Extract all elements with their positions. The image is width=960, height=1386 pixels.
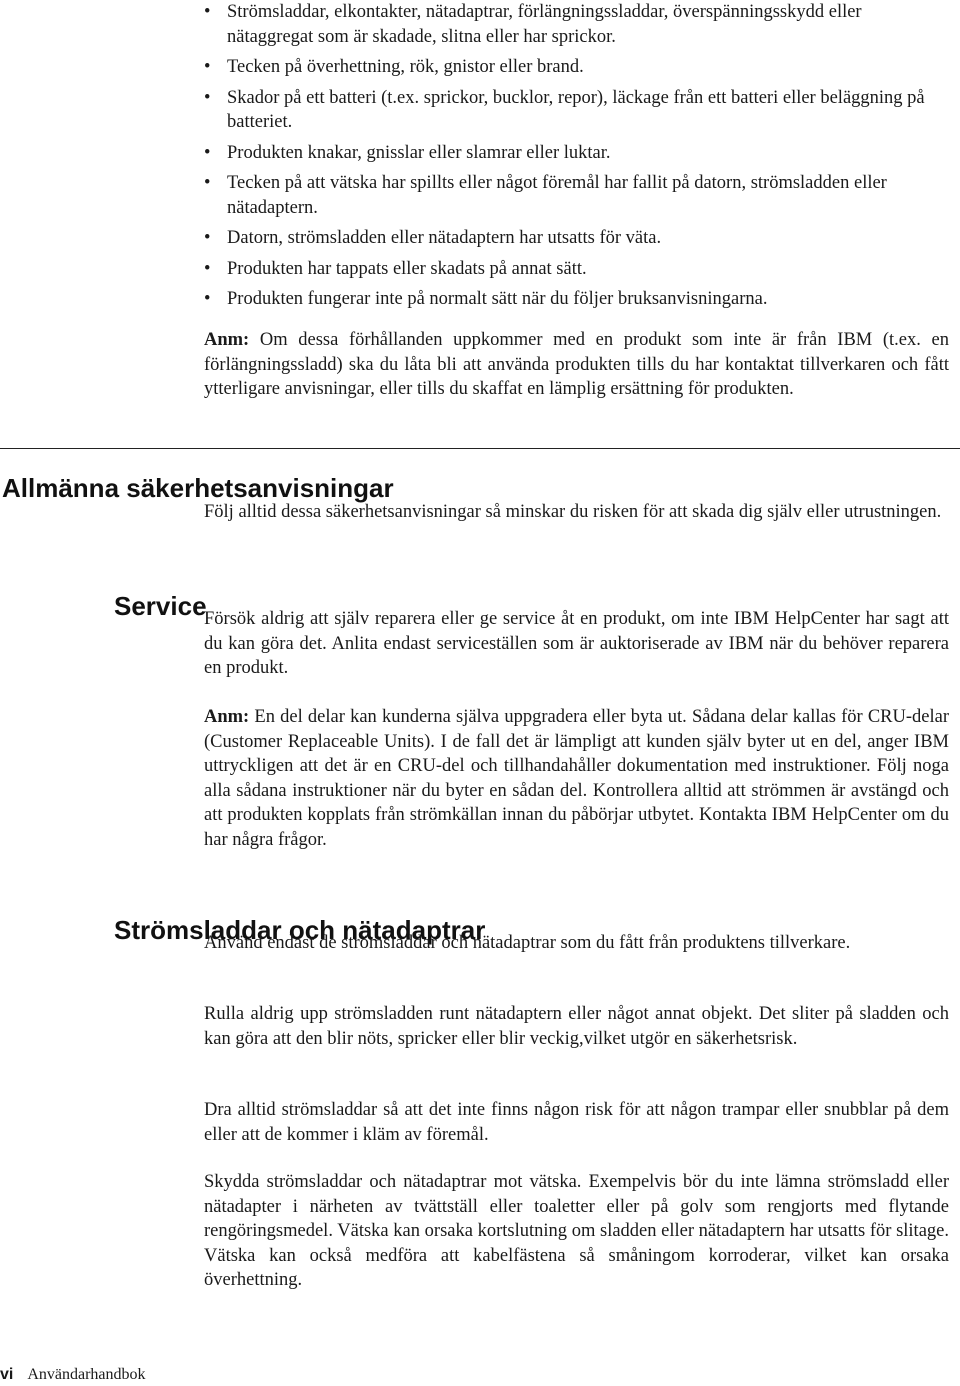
note-text: En del delar kan kunderna själva uppgradera eller byta ut. Sådana delar kallas för CRU-delar (Customer Replaceable Units). I de fall det är lämpligt att kunden själv byter ut en del, anger IBM uttryckligen att det är en CRU-del och tillhandahåller dokumentation med instruktioner. Följ noga alla sådana instruktioner när du byter en sådan del. Kontrollera alltid att strömmen är avstängd och att produkten kopplats från strömkällan innan du påbörjar utbytet. Kontakta IBM HelpCenter om du har några frågor. [204, 707, 949, 850]
list-item: • Datorn, strömsladden eller nätadaptern har utsatts för väta. [204, 226, 949, 251]
section-heading-service: Service [114, 590, 207, 621]
list-item: • Skador på ett batteri (t.ex. sprickor, bucklor, repor), läckage från ett batteri eller beläggning på batteriet. [204, 87, 925, 132]
general-safety-intro: Följ alltid dessa säkerhetsanvisningar så minskar du risken för att skada dig själv eller utrustningen. [204, 502, 942, 522]
list-item: • Produkten knakar, gnisslar eller slamrar eller luktar. [204, 141, 949, 166]
bullet-icon: • [204, 289, 211, 309]
note-label: Anm: [204, 707, 250, 727]
list-item: • Produkten fungerar inte på normalt sätt när du följer bruksanvisningarna. [204, 287, 949, 312]
power-paragraph-3: Dra alltid strömsladdar så att det inte finns någon risk för att någon trampar eller snubblar på dem eller att de kommer i kläm av föremål. [204, 1100, 949, 1145]
section-heading-power-cords: Strömsladdar och nätadaptrar [114, 914, 486, 945]
note-paragraph [204, 328, 949, 402]
book-title: Användarhandbok [27, 1366, 146, 1383]
power-paragraph-4: Skydda strömsladdar och nätadaptrar mot vätska. Exempelvis bör du inte lämna strömsladd eller nätadapter i närheten av tvättställ eller toaletter eller på golv som rengjorts med flytande rengöringsmedel. Vätska kan orsaka kortslutning om sladden eller nätadaptern har utsatts för slitage. Vätska kan också medföra att kabelfästena så småningom korroderar, vilket kan orsaka överhettning. [204, 1172, 949, 1290]
section-heading-general-safety: Allmänna säkerhetsanvisningar [2, 473, 394, 504]
note-label: Anm: [204, 330, 250, 350]
list-item: • Strömsladdar, elkontakter, nätadaptrar, förlängningssladdar, överspänningsskydd eller nätaggregat som är skadade, slitna eller har sprickor. [204, 2, 862, 47]
bullet-icon: • [204, 142, 211, 163]
note-text: Om dessa förhållanden uppkommer med en produkt som inte är från IBM (t.ex. en förlängningssladd) ska du låta bli att använda produkten tills du har kontaktat tillverkaren och fått ytterligare anvisningar, eller tills du skaffat en lämplig ersättning för produkten. [204, 330, 949, 399]
bullet-icon: • [204, 173, 211, 193]
section-divider [0, 448, 960, 449]
bullet-icon: • [204, 2, 211, 22]
bullet-icon: • [204, 57, 211, 77]
bullet-icon: • [204, 87, 211, 108]
bullet-icon: • [204, 228, 211, 248]
page-footer [0, 1366, 146, 1384]
list-item: • Produkten har tappats eller skadats på annat sätt. [204, 257, 949, 282]
power-paragraph-1: Använd endast de strömsladdar och nätadaptrar som du fått från produktens tillverkare. [204, 933, 851, 953]
power-paragraph-2: Rulla aldrig upp strömsladden runt nätadaptern eller något annat objekt. Det sliter på sladden och kan göra att den blir nöts, spricker eller blir veckig,vilket utgör en säkerhetsrisk. [204, 1004, 949, 1049]
list-item: • Tecken på överhettning, rök, gnistor eller brand. [204, 55, 949, 80]
bullet-icon: • [204, 258, 211, 279]
hazard-list [204, 0, 949, 318]
service-paragraph: Försök aldrig att själv reparera eller ge service åt en produkt, om inte IBM HelpCenter har sagt att du kan göra det. Anlita endast serviceställen som är auktoriserade av IBM när du behöver reparera en produkt. [204, 609, 949, 678]
service-note [204, 705, 949, 852]
page-number: vi [0, 1366, 14, 1383]
list-item: • Tecken på att vätska har spillts eller något föremål har fallit på datorn, strömsladden eller nätadaptern. [204, 173, 887, 218]
